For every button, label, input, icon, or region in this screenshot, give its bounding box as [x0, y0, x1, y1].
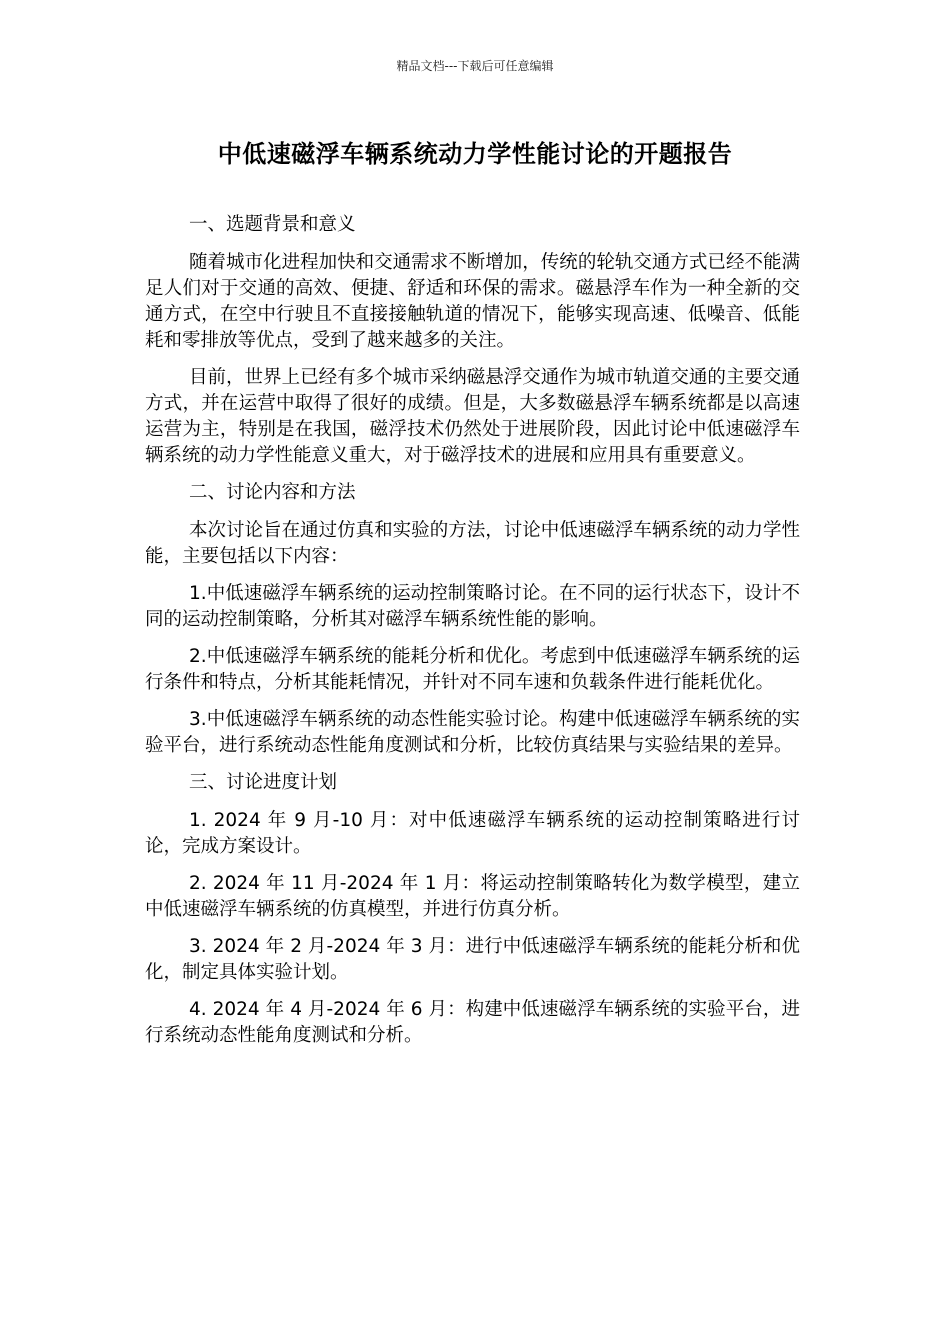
- list-item-content-2: 2.中低速磁浮车辆系统的能耗分析和优化。考虑到中低速磁浮车辆系统的运行条件和特点，分析其能耗情况，并针对不同车速和负载条件进行能耗优化。: [145, 646, 800, 693]
- section-heading-content-methods: 二、讨论内容和方法: [189, 482, 356, 503]
- list-item-schedule-4: 4. 2024 年 4 月-2024 年 6 月：构建中低速磁浮车辆系统的实验平台，进行系统动态性能角度测试和分析。: [145, 999, 800, 1046]
- paragraph-background-1: 随着城市化进程加快和交通需求不断增加，传统的轮轨交通方式已经不能满足人们对于交通的高效、便捷、舒适和环保的需求。磁悬浮车作为一种全新的交通方式，在空中行驶且不直接接触轨道的情况下，能够实现高速、低噪音、低能耗和零排放等优点，受到了越来越多的关注。: [145, 252, 800, 351]
- list-item-schedule-1: 1. 2024 年 9 月-10 月：对中低速磁浮车辆系统的运动控制策略进行讨论，完成方案设计。: [145, 810, 800, 857]
- section-heading-background: 一、选题背景和意义: [189, 214, 356, 235]
- header-note: 精品文档---下载后可任意编辑: [396, 59, 554, 73]
- document-title: 中低速磁浮车辆系统动力学性能讨论的开题报告: [217, 140, 733, 168]
- list-item-content-3: 3.中低速磁浮车辆系统的动态性能实验讨论。构建中低速磁浮车辆系统的实验平台，进行系统动态性能角度测试和分析，比较仿真结果与实验结果的差异。: [145, 709, 800, 756]
- list-item-schedule-2: 2. 2024 年 11 月-2024 年 1 月：将运动控制策略转化为数学模型，建立中低速磁浮车辆系统的仿真模型，并进行仿真分析。: [145, 873, 800, 920]
- paragraph-content-intro: 本次讨论旨在通过仿真和实验的方法，讨论中低速磁浮车辆系统的动力学性能，主要包括以下内容：: [145, 520, 800, 567]
- section-heading-schedule: 三、讨论进度计划: [189, 772, 338, 793]
- list-item-content-1: 1.中低速磁浮车辆系统的运动控制策略讨论。在不同的运行状态下，设计不同的运动控制策略，分析其对磁浮车辆系统性能的影响。: [145, 583, 800, 630]
- document-body: [145, 212, 800, 1060]
- list-item-schedule-3: 3. 2024 年 2 月-2024 年 3 月：进行中低速磁浮车辆系统的能耗分析和优化，制定具体实验计划。: [145, 936, 800, 983]
- paragraph-background-2: 目前，世界上已经有多个城市采纳磁悬浮交通作为城市轨道交通的主要交通方式，并在运营中取得了很好的成绩。但是，大多数磁悬浮车辆系统都是以高速运营为主，特别是在我国，磁浮技术仍然处于进展阶段，因此讨论中低速磁浮车辆系统的动力学性能意义重大，对于磁浮技术的进展和应用具有重要意义。: [145, 367, 800, 466]
